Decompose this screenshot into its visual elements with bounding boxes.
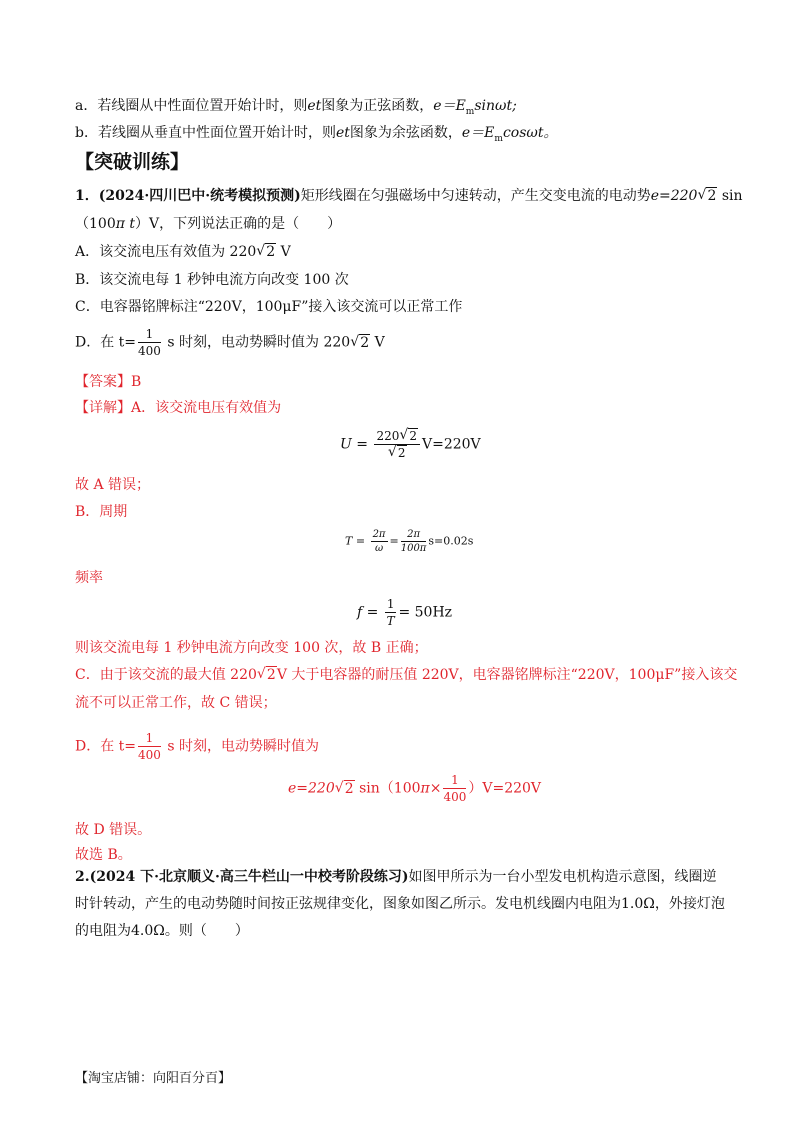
q1-option-d: D．在 t= $\frac{1}{400}$ s 时刻，电动势瞬时值为 220√ 2 V <box>75 326 385 359</box>
sqrt-symbol: √ 2 <box>697 186 717 206</box>
b-right: 则该交流电每 1 秒钟电流方向改变 100 次，故 B 正确； <box>75 640 428 656</box>
b-period: B．周期 <box>75 504 128 520</box>
q1-option-c: C．电容器铭牌标注“220V，100μF”接入该交流可以正常工作 <box>75 299 463 315</box>
a-wrong: 故 A 错误； <box>75 477 151 493</box>
equation-t: T = $\frac{2\pi}{\omega}$ = $\frac{2\pi}{100\pi}$ s=0.02s <box>345 529 474 554</box>
choose-line: 故选 B。 <box>75 847 132 863</box>
section-title: 【突破训练】 <box>75 151 190 173</box>
q1-option-a: A．该交流电压有效值为 220√ 2 V <box>75 242 291 262</box>
answer-line: 【答案】B <box>75 374 142 390</box>
freq-label: 频率 <box>75 570 103 586</box>
d-line: D．在 t= $\frac{1}{400}$ s 时刻，电动势瞬时值为 <box>75 731 320 762</box>
c-line1: C．由于该交流的最大值 220√ 2V 大于电容器的耐压值 220V，电容器铭牌标注“220V，100μF”接入该交 <box>75 665 737 685</box>
q1-stem-line2: （100π t）V，下列说法正确的是（ ） <box>75 216 342 232</box>
equation-e: e=220√ 2 sin（100π× $\frac{1}{400}$ ）V=220V <box>288 772 541 805</box>
note-b: b．若线圈从垂直中性面位置开始计时，则et图象为余弦函数，$e=E_m\cos\omega t$。 <box>75 125 558 144</box>
q2-stem-line1: 2.(2024 下·北京顺义·高三牛栏山一中校考阶段练习)如图甲所示为一台小型发电机构造示意图，线圈逆 <box>75 869 717 885</box>
equation-f: f = $\frac{1}{T}$ = 50Hz <box>357 597 453 628</box>
c-line2: 流不可以正常工作，故 C 错误； <box>75 695 277 711</box>
equation-u: U = 220√ 2 √ 2 V=220V <box>340 428 481 461</box>
q1-option-b: B．该交流电每 1 秒钟电流方向改变 100 次 <box>75 272 349 288</box>
note-a: a．若线圈从中性面位置开始计时，则et图象为正弦函数，$e=E_m\sin\omega t$; <box>75 98 517 117</box>
footer-shop: 【淘宝店铺：向阳百分百】 <box>75 1071 232 1086</box>
q1-stem-line1: 1．(2024·四川巴中·统考模拟预测)矩形线圈在匀强磁场中匀速转动，产生交变电流的电动势e=220√ 2 sin <box>75 186 743 206</box>
q2-stem-line2: 时针转动，产生的电动势随时间按正弦规律变化，图象如图乙所示。发电机线圈内电阻为1.0Ω，外接灯泡 <box>75 896 725 912</box>
d-wrong: 故 D 错误。 <box>75 822 152 838</box>
q2-stem-line3: 的电阻为4.0Ω。则（ ） <box>75 923 249 939</box>
detail-a: 【详解】A．该交流电压有效值为 <box>75 400 282 416</box>
